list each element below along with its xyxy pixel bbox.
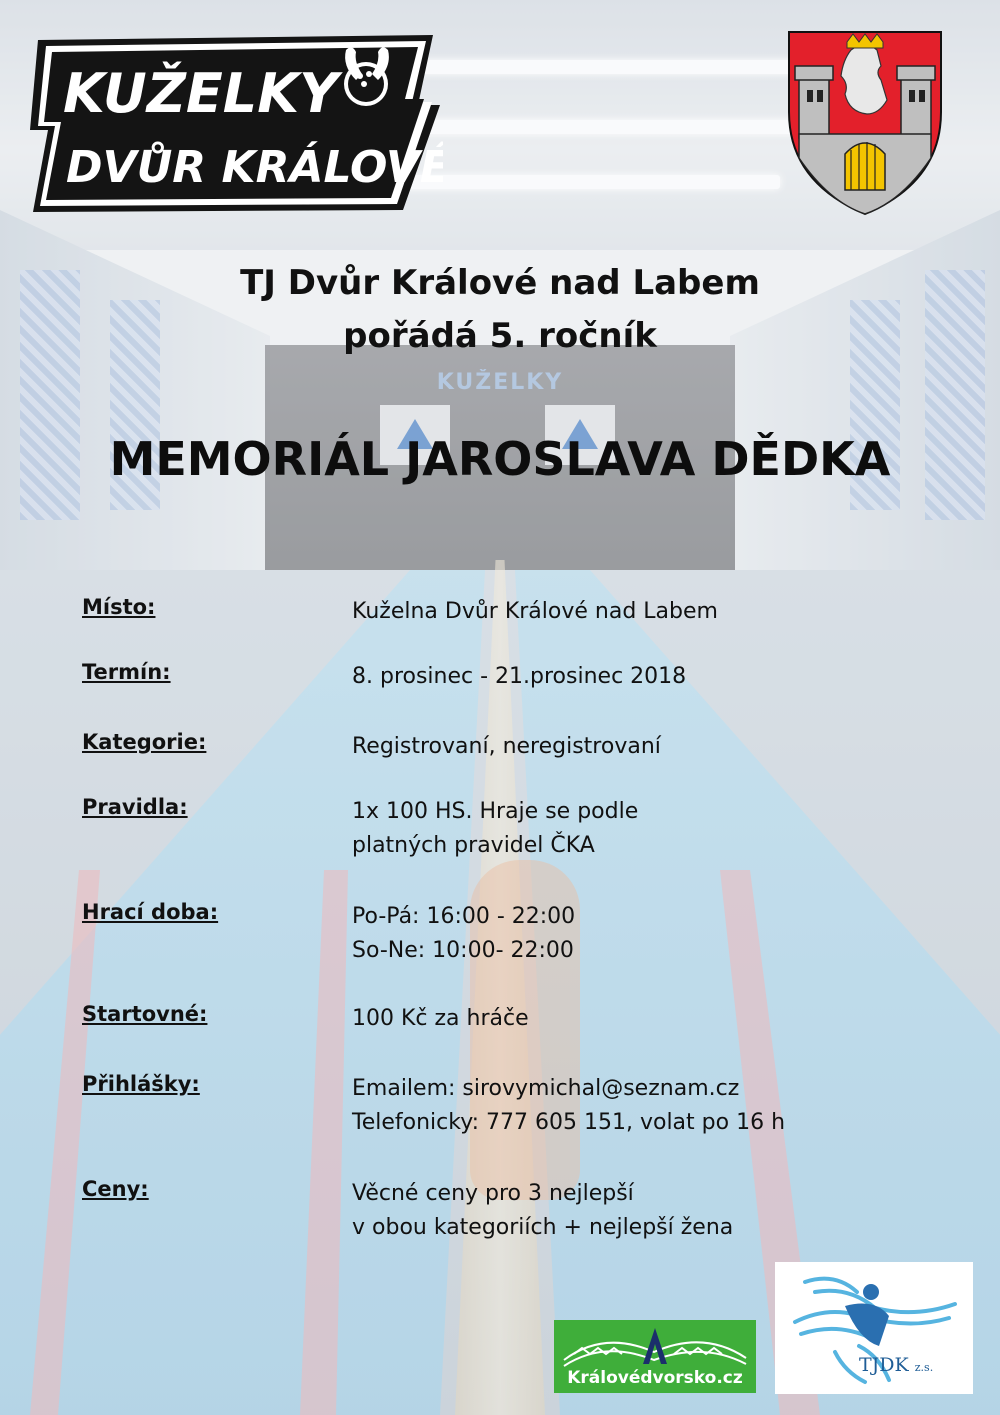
info-value-line: Po-Pá: 16:00 - 22:00 xyxy=(352,904,576,929)
logo-line1: KUŽELKY xyxy=(63,62,339,125)
edition-line: pořádá 5. ročník xyxy=(343,316,657,356)
info-value xyxy=(352,660,686,694)
tjdk-label xyxy=(859,1354,933,1376)
info-value xyxy=(352,1002,529,1036)
bg-sign: KUŽELKY xyxy=(436,370,564,395)
info-label: Místo: xyxy=(82,595,156,619)
info-label: Kategorie: xyxy=(82,730,207,754)
info-value-line: Kuželna Dvůr Králové nad Labem xyxy=(352,599,718,624)
info-label: Přihlášky: xyxy=(82,1072,200,1096)
info-label: Hrací doba: xyxy=(82,900,219,924)
city-coat-of-arms-icon xyxy=(785,28,945,218)
info-value xyxy=(352,730,661,764)
logo-line2: DVŮR KRÁLOVÉ xyxy=(66,142,443,193)
info-value xyxy=(352,1177,733,1245)
info-value-line: Telefonicky: 777 605 151, volat po 16 h xyxy=(352,1110,786,1135)
kralovedvorsko-label: Královédvorsko.cz xyxy=(567,1368,743,1388)
info-value-line: Registrovaní, neregistrovaní xyxy=(352,734,661,759)
info-value-line: 8. prosinec - 21.prosinec 2018 xyxy=(352,664,687,689)
hills-icon xyxy=(554,1320,756,1370)
info-value xyxy=(352,900,575,968)
info-label: Ceny: xyxy=(82,1177,149,1201)
info-value-line: platných pravidel ČKA xyxy=(352,833,595,858)
tjdk-name: TJDK xyxy=(859,1354,909,1376)
tjdk-suffix: z.s. xyxy=(914,1361,934,1374)
tjdk-logo xyxy=(775,1262,973,1394)
info-value-line: So-Ne: 10:00- 22:00 xyxy=(352,938,574,963)
event-title: MEMORIÁL JAROSLAVA DĚDKA xyxy=(109,432,891,486)
kralovedvorsko-logo xyxy=(554,1320,756,1393)
info-value-line: v obou kategoriích + nejlepší žena xyxy=(352,1215,734,1240)
info-value xyxy=(352,595,718,629)
info-value-line: 100 Kč za hráče xyxy=(352,1006,529,1031)
info-label: Pravidla: xyxy=(82,795,188,819)
info-value xyxy=(352,795,638,863)
info-value-line: Věcné ceny pro 3 nejlepší xyxy=(352,1181,634,1206)
organizer-line: TJ Dvůr Králové nad Labem xyxy=(240,263,760,303)
info-value xyxy=(352,1072,785,1140)
info-label: Termín: xyxy=(82,660,171,684)
kuzelky-logo xyxy=(28,30,443,215)
info-value-line: Emailem: sirovymichal@seznam.cz xyxy=(352,1076,740,1101)
info-label: Startovné: xyxy=(82,1002,208,1026)
info-value-line: 1x 100 HS. Hraje se podle xyxy=(352,799,639,824)
